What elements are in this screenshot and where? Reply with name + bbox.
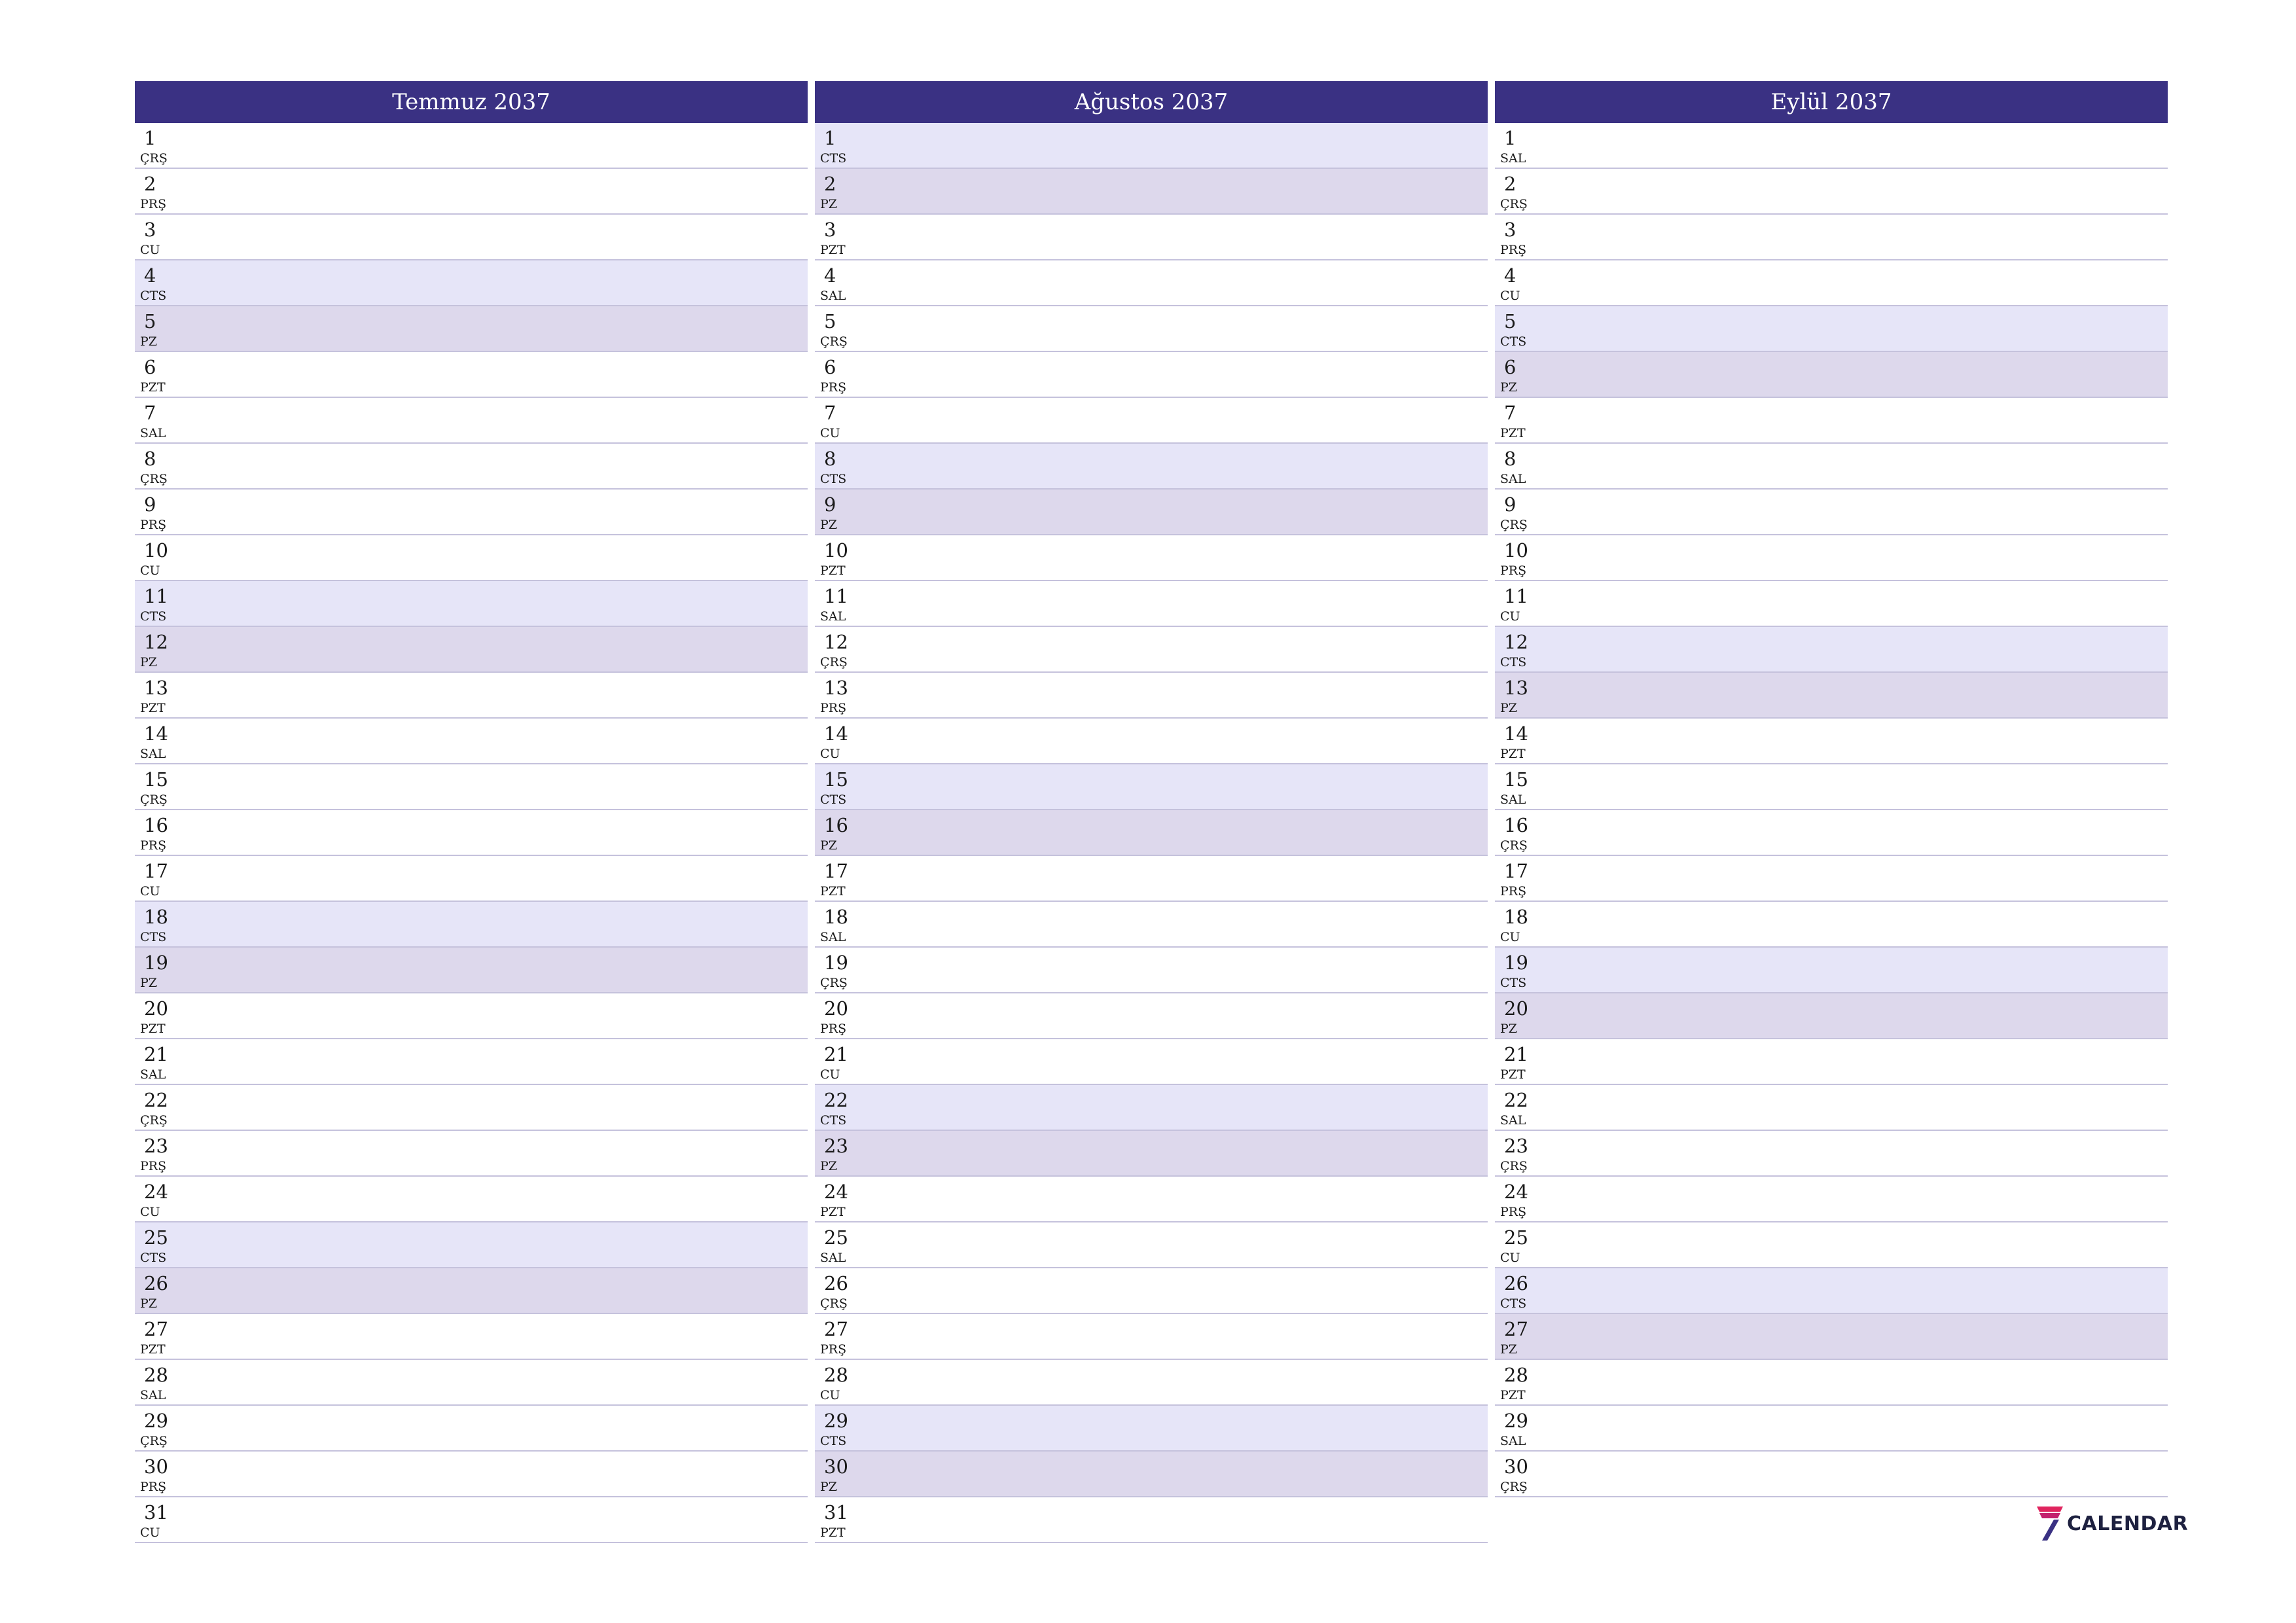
- logo-text: CALENDAR: [2067, 1512, 2189, 1535]
- day-row[interactable]: [1495, 444, 2168, 490]
- day-row[interactable]: [1495, 902, 2168, 948]
- day-row[interactable]: [815, 398, 1488, 444]
- day-number: 24: [1504, 1181, 1528, 1203]
- day-row[interactable]: [815, 1406, 1488, 1452]
- day-number: 9: [824, 493, 836, 516]
- weekday-abbr: PZT: [820, 563, 846, 578]
- day-number: 11: [144, 585, 168, 607]
- weekday-abbr: SAL: [1500, 1113, 1526, 1128]
- weekday-abbr: ÇRŞ: [820, 1296, 848, 1311]
- day-row[interactable]: [815, 306, 1488, 352]
- weekday-abbr: PZ: [140, 1296, 157, 1311]
- weekday-abbr: PZT: [1500, 1388, 1526, 1402]
- day-number: 17: [144, 860, 168, 882]
- weekday-abbr: PZT: [140, 1022, 166, 1036]
- month-column-1: [815, 81, 1488, 1543]
- day-row[interactable]: [1495, 535, 2168, 581]
- day-row[interactable]: [1495, 948, 2168, 993]
- day-number: 23: [144, 1135, 168, 1157]
- weekday-abbr: SAL: [1500, 793, 1526, 807]
- weekday-abbr: PZT: [140, 380, 166, 395]
- weekday-abbr: ÇRŞ: [1500, 838, 1528, 853]
- day-list: [135, 123, 808, 1543]
- day-number: 8: [144, 448, 156, 470]
- day-row[interactable]: [815, 444, 1488, 490]
- day-row[interactable]: [135, 673, 808, 719]
- day-row[interactable]: [135, 1497, 808, 1543]
- weekday-abbr: SAL: [820, 930, 846, 944]
- weekday-abbr: ÇRŞ: [1500, 1480, 1528, 1494]
- weekday-abbr: CU: [1500, 1251, 1520, 1265]
- day-number: 17: [824, 860, 848, 882]
- day-number: 23: [824, 1135, 848, 1157]
- weekday-abbr: ÇRŞ: [140, 151, 168, 166]
- day-number: 6: [824, 356, 836, 378]
- weekday-abbr: PZT: [1500, 1067, 1526, 1082]
- weekday-abbr: CTS: [820, 1113, 847, 1128]
- day-row[interactable]: [135, 444, 808, 490]
- weekday-abbr: PZ: [1500, 1022, 1517, 1036]
- weekday-abbr: CU: [820, 426, 840, 440]
- day-row[interactable]: [135, 490, 808, 535]
- weekday-abbr: CU: [140, 563, 160, 578]
- day-number: 23: [1504, 1135, 1528, 1157]
- weekday-abbr: CTS: [820, 1434, 847, 1448]
- day-number: 1: [1504, 127, 1516, 149]
- day-number: 27: [1504, 1318, 1528, 1340]
- weekday-abbr: CTS: [820, 151, 847, 166]
- weekday-abbr: PZ: [140, 334, 157, 349]
- day-row[interactable]: [1495, 1406, 2168, 1452]
- weekday-abbr: ÇRŞ: [820, 655, 848, 669]
- day-number: 8: [1504, 448, 1516, 470]
- day-number: 28: [1504, 1364, 1528, 1386]
- weekday-abbr: PZ: [820, 838, 837, 853]
- weekday-abbr: PRŞ: [820, 1022, 847, 1036]
- day-list: [1495, 123, 2168, 1497]
- day-number: 18: [1504, 906, 1528, 928]
- day-number: 2: [1504, 173, 1516, 195]
- day-number: 24: [824, 1181, 848, 1203]
- weekday-abbr: PZT: [140, 1342, 166, 1357]
- day-number: 8: [824, 448, 836, 470]
- day-row[interactable]: [135, 398, 808, 444]
- day-list: [815, 123, 1488, 1543]
- day-number: 30: [824, 1455, 848, 1478]
- day-row[interactable]: [135, 535, 808, 581]
- day-row[interactable]: [135, 306, 808, 352]
- weekday-abbr: SAL: [820, 289, 846, 303]
- day-number: 13: [1504, 677, 1528, 699]
- day-row[interactable]: [135, 810, 808, 856]
- weekday-abbr: PRŞ: [1500, 884, 1527, 899]
- weekday-abbr: CTS: [820, 472, 847, 486]
- weekday-abbr: CTS: [820, 793, 847, 807]
- day-row[interactable]: [1495, 719, 2168, 764]
- weekday-abbr: PZ: [140, 976, 157, 990]
- weekday-abbr: PRŞ: [1500, 563, 1527, 578]
- weekday-abbr: PRŞ: [140, 838, 167, 853]
- day-row[interactable]: [815, 627, 1488, 673]
- weekday-abbr: PRŞ: [140, 1159, 167, 1173]
- weekday-abbr: CU: [140, 243, 160, 257]
- weekday-abbr: SAL: [140, 1388, 166, 1402]
- weekday-abbr: PZT: [820, 884, 846, 899]
- weekday-abbr: PRŞ: [820, 380, 847, 395]
- weekday-abbr: SAL: [140, 747, 166, 761]
- day-row[interactable]: [815, 673, 1488, 719]
- day-row[interactable]: [815, 1314, 1488, 1360]
- day-number: 18: [144, 906, 168, 928]
- day-row[interactable]: [135, 1131, 808, 1177]
- day-row[interactable]: [815, 948, 1488, 993]
- weekday-abbr: CTS: [140, 289, 167, 303]
- day-number: 26: [1504, 1272, 1528, 1294]
- weekday-abbr: ÇRŞ: [140, 472, 168, 486]
- day-row[interactable]: [815, 1131, 1488, 1177]
- day-number: 1: [144, 127, 156, 149]
- day-number: 14: [1504, 722, 1528, 745]
- day-row[interactable]: [135, 215, 808, 260]
- weekday-abbr: CU: [140, 1525, 160, 1540]
- day-row[interactable]: [135, 902, 808, 948]
- weekday-abbr: CU: [1500, 609, 1520, 624]
- weekday-abbr: PZ: [1500, 701, 1517, 715]
- day-number: 6: [1504, 356, 1516, 378]
- weekday-abbr: CU: [140, 884, 160, 899]
- day-row[interactable]: [135, 993, 808, 1039]
- day-row[interactable]: [1495, 306, 2168, 352]
- day-number: 20: [1504, 997, 1528, 1020]
- day-number: 19: [824, 952, 848, 974]
- day-number: 1: [824, 127, 836, 149]
- day-number: 14: [824, 722, 848, 745]
- weekday-abbr: PZ: [1500, 1342, 1517, 1357]
- weekday-abbr: PRŞ: [1500, 1205, 1527, 1219]
- weekday-abbr: PRŞ: [820, 1342, 847, 1357]
- day-number: 24: [144, 1181, 168, 1203]
- day-number: 20: [144, 997, 168, 1020]
- day-number: 15: [824, 768, 848, 791]
- weekday-abbr: CTS: [1500, 1296, 1527, 1311]
- day-number: 4: [824, 264, 836, 287]
- weekday-abbr: PZ: [820, 197, 837, 211]
- day-row[interactable]: [815, 1039, 1488, 1085]
- day-number: 18: [824, 906, 848, 928]
- day-row[interactable]: [1495, 627, 2168, 673]
- day-row[interactable]: [1495, 1039, 2168, 1085]
- day-row[interactable]: [135, 1360, 808, 1406]
- day-row[interactable]: [135, 1314, 808, 1360]
- day-row[interactable]: [815, 1452, 1488, 1497]
- day-number: 28: [824, 1364, 848, 1386]
- weekday-abbr: PRŞ: [140, 1480, 167, 1494]
- day-number: 12: [1504, 631, 1528, 653]
- day-number: 6: [144, 356, 156, 378]
- weekday-abbr: ÇRŞ: [140, 1434, 168, 1448]
- day-number: 13: [824, 677, 848, 699]
- day-number: 21: [144, 1043, 168, 1065]
- day-number: 20: [824, 997, 848, 1020]
- day-number: 27: [144, 1318, 168, 1340]
- day-row[interactable]: [1495, 581, 2168, 627]
- weekday-abbr: CU: [820, 747, 840, 761]
- day-number: 5: [1504, 310, 1516, 332]
- day-number: 31: [824, 1501, 848, 1524]
- day-number: 2: [824, 173, 836, 195]
- weekday-abbr: SAL: [820, 609, 846, 624]
- day-number: 16: [824, 814, 848, 836]
- weekday-abbr: SAL: [140, 426, 166, 440]
- weekday-abbr: CTS: [1500, 334, 1527, 349]
- weekday-abbr: SAL: [1500, 472, 1526, 486]
- day-row[interactable]: [135, 581, 808, 627]
- weekday-abbr: PRŞ: [140, 197, 167, 211]
- day-number: 22: [824, 1089, 848, 1111]
- weekday-abbr: PZ: [820, 1159, 837, 1173]
- day-row[interactable]: [815, 902, 1488, 948]
- day-number: 3: [824, 219, 836, 241]
- day-number: 9: [1504, 493, 1516, 516]
- day-row[interactable]: [815, 1177, 1488, 1222]
- weekday-abbr: SAL: [1500, 1434, 1526, 1448]
- weekday-abbr: PZT: [820, 1525, 846, 1540]
- day-row[interactable]: [135, 352, 808, 398]
- weekday-abbr: CTS: [140, 930, 167, 944]
- day-row[interactable]: [135, 1222, 808, 1268]
- day-number: 5: [824, 310, 836, 332]
- day-number: 19: [1504, 952, 1528, 974]
- weekday-abbr: PZT: [820, 243, 846, 257]
- weekday-abbr: CU: [140, 1205, 160, 1219]
- day-number: 3: [144, 219, 156, 241]
- day-row[interactable]: [1495, 810, 2168, 856]
- month-title: Eylül 2037: [1495, 81, 2168, 123]
- day-row[interactable]: [1495, 398, 2168, 444]
- day-row[interactable]: [1495, 993, 2168, 1039]
- weekday-abbr: CTS: [1500, 655, 1527, 669]
- day-number: 10: [1504, 539, 1528, 562]
- day-row[interactable]: [135, 627, 808, 673]
- day-number: 11: [1504, 585, 1528, 607]
- day-number: 15: [144, 768, 168, 791]
- day-number: 28: [144, 1364, 168, 1386]
- day-number: 25: [824, 1226, 848, 1249]
- day-number: 21: [824, 1043, 848, 1065]
- day-row[interactable]: [815, 1085, 1488, 1131]
- month-column-2: [1495, 81, 2168, 1497]
- day-row[interactable]: [1495, 215, 2168, 260]
- day-row[interactable]: [815, 490, 1488, 535]
- weekday-abbr: ÇRŞ: [820, 334, 848, 349]
- day-number: 16: [144, 814, 168, 836]
- day-row[interactable]: [135, 123, 808, 169]
- day-number: 27: [824, 1318, 848, 1340]
- day-row[interactable]: [1495, 1177, 2168, 1222]
- day-number: 4: [144, 264, 156, 287]
- day-row[interactable]: [135, 1452, 808, 1497]
- weekday-abbr: PZT: [820, 1205, 846, 1219]
- weekday-abbr: PZ: [820, 1480, 837, 1494]
- day-row[interactable]: [815, 1222, 1488, 1268]
- day-row[interactable]: [135, 169, 808, 215]
- day-row[interactable]: [135, 764, 808, 810]
- weekday-abbr: ÇRŞ: [140, 1113, 168, 1128]
- month-title: Temmuz 2037: [135, 81, 808, 123]
- day-number: 21: [1504, 1043, 1528, 1065]
- day-row[interactable]: [1495, 490, 2168, 535]
- day-row[interactable]: [1495, 1452, 2168, 1497]
- day-row[interactable]: [1495, 1268, 2168, 1314]
- day-number: 26: [144, 1272, 168, 1294]
- brand-logo[interactable]: [2034, 1505, 2188, 1542]
- day-row[interactable]: [135, 1268, 808, 1314]
- weekday-abbr: ÇRŞ: [1500, 197, 1528, 211]
- weekday-abbr: PZT: [1500, 426, 1526, 440]
- day-row[interactable]: [815, 352, 1488, 398]
- weekday-abbr: CU: [820, 1067, 840, 1082]
- day-row[interactable]: [815, 1268, 1488, 1314]
- day-row[interactable]: [1495, 1314, 2168, 1360]
- day-row[interactable]: [815, 1360, 1488, 1406]
- day-number: 7: [824, 402, 836, 424]
- day-row[interactable]: [815, 169, 1488, 215]
- weekday-abbr: CU: [1500, 289, 1520, 303]
- day-row[interactable]: [135, 948, 808, 993]
- day-row[interactable]: [135, 1177, 808, 1222]
- weekday-abbr: PZ: [820, 518, 837, 532]
- day-number: 15: [1504, 768, 1528, 791]
- day-row[interactable]: [1495, 123, 2168, 169]
- day-row[interactable]: [1495, 260, 2168, 306]
- weekday-abbr: PZT: [1500, 747, 1526, 761]
- day-number: 11: [824, 585, 848, 607]
- day-number: 7: [1504, 402, 1516, 424]
- day-number: 14: [144, 722, 168, 745]
- weekday-abbr: PZ: [140, 655, 157, 669]
- day-number: 29: [144, 1410, 168, 1432]
- day-row[interactable]: [815, 260, 1488, 306]
- day-row[interactable]: [1495, 169, 2168, 215]
- day-number: 29: [824, 1410, 848, 1432]
- day-number: 4: [1504, 264, 1516, 287]
- day-row[interactable]: [815, 764, 1488, 810]
- day-row[interactable]: [815, 1497, 1488, 1543]
- day-row[interactable]: [135, 856, 808, 902]
- day-row[interactable]: [815, 535, 1488, 581]
- day-number: 16: [1504, 814, 1528, 836]
- day-row[interactable]: [815, 581, 1488, 627]
- weekday-abbr: PRŞ: [820, 701, 847, 715]
- day-row[interactable]: [135, 719, 808, 764]
- day-row[interactable]: [815, 215, 1488, 260]
- day-number: 29: [1504, 1410, 1528, 1432]
- day-row[interactable]: [135, 260, 808, 306]
- day-number: 3: [1504, 219, 1516, 241]
- day-number: 10: [144, 539, 168, 562]
- month-column-0: [135, 81, 808, 1543]
- day-number: 5: [144, 310, 156, 332]
- day-number: 19: [144, 952, 168, 974]
- weekday-abbr: CTS: [140, 1251, 167, 1265]
- day-number: 22: [1504, 1089, 1528, 1111]
- day-number: 13: [144, 677, 168, 699]
- day-number: 30: [1504, 1455, 1528, 1478]
- day-number: 12: [144, 631, 168, 653]
- day-row[interactable]: [1495, 1131, 2168, 1177]
- weekday-abbr: PRŞ: [1500, 243, 1527, 257]
- weekday-abbr: CTS: [1500, 976, 1527, 990]
- day-number: 30: [144, 1455, 168, 1478]
- day-number: 9: [144, 493, 156, 516]
- day-number: 17: [1504, 860, 1528, 882]
- day-row[interactable]: [1495, 764, 2168, 810]
- weekday-abbr: PRŞ: [140, 518, 167, 532]
- day-row[interactable]: [1495, 1360, 2168, 1406]
- day-number: 25: [144, 1226, 168, 1249]
- day-row[interactable]: [815, 856, 1488, 902]
- weekday-abbr: SAL: [1500, 151, 1526, 166]
- weekday-abbr: SAL: [140, 1067, 166, 1082]
- day-row[interactable]: [1495, 1085, 2168, 1131]
- weekday-abbr: PZ: [1500, 380, 1517, 395]
- weekday-abbr: ÇRŞ: [1500, 518, 1528, 532]
- day-number: 10: [824, 539, 848, 562]
- day-row[interactable]: [815, 719, 1488, 764]
- day-row[interactable]: [135, 1085, 808, 1131]
- day-row[interactable]: [135, 1039, 808, 1085]
- day-row[interactable]: [815, 810, 1488, 856]
- weekday-abbr: CU: [820, 1388, 840, 1402]
- day-number: 31: [144, 1501, 168, 1524]
- weekday-abbr: ÇRŞ: [1500, 1159, 1528, 1173]
- day-row[interactable]: [1495, 673, 2168, 719]
- day-number: 26: [824, 1272, 848, 1294]
- day-number: 25: [1504, 1226, 1528, 1249]
- weekday-abbr: CTS: [140, 609, 167, 624]
- day-row[interactable]: [1495, 1222, 2168, 1268]
- day-number: 2: [144, 173, 156, 195]
- weekday-abbr: ÇRŞ: [820, 976, 848, 990]
- day-row[interactable]: [1495, 856, 2168, 902]
- day-number: 12: [824, 631, 848, 653]
- weekday-abbr: CU: [1500, 930, 1520, 944]
- day-number: 7: [144, 402, 156, 424]
- day-row[interactable]: [815, 123, 1488, 169]
- weekday-abbr: PZT: [140, 701, 166, 715]
- weekday-abbr: ÇRŞ: [140, 793, 168, 807]
- day-number: 22: [144, 1089, 168, 1111]
- weekday-abbr: SAL: [820, 1251, 846, 1265]
- seven-calendar-logo-icon: [2034, 1505, 2064, 1542]
- month-title: Ağustos 2037: [815, 81, 1488, 123]
- day-row[interactable]: [815, 993, 1488, 1039]
- day-row[interactable]: [1495, 352, 2168, 398]
- day-row[interactable]: [135, 1406, 808, 1452]
